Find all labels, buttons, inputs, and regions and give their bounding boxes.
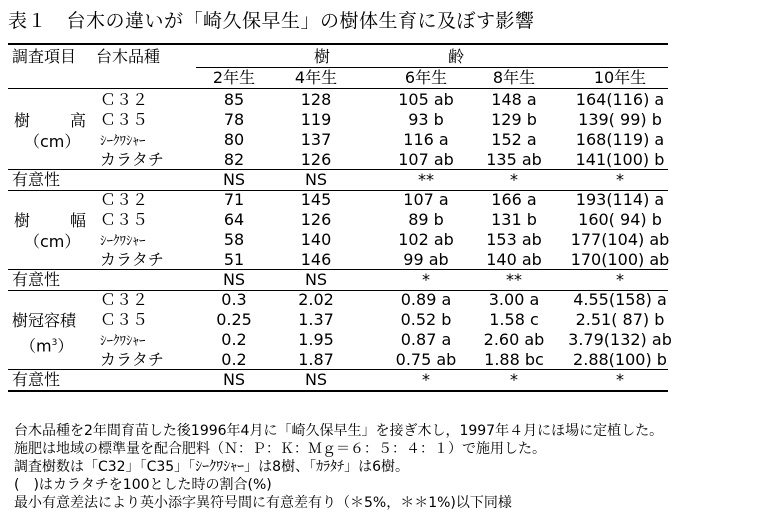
header-rootstock: 台木品種	[96, 47, 161, 66]
rootstock-name: Ｃ３５	[100, 110, 149, 129]
table-rule	[8, 390, 668, 392]
significance-value: **	[418, 170, 434, 189]
value-cell: 126	[300, 210, 332, 229]
significance-value: *	[422, 370, 430, 389]
value-cell: 0.2	[221, 330, 247, 349]
value-cell: 148 a	[491, 90, 537, 109]
rootstock-name: Ｃ３５	[100, 310, 149, 329]
value-cell: 1.87	[298, 350, 334, 369]
item-unit: （cm）	[24, 132, 81, 151]
value-cell: 3.79(132) ab	[568, 330, 672, 349]
value-cell: 0.3	[221, 290, 247, 309]
header-age-group-2: 齢	[447, 47, 465, 66]
note-line: 調査樹数は「C32」「C35」「ｼｰｸﾜｼｬｰ」は8樹、「ｶﾗﾀﾁ」は6樹。	[14, 459, 409, 475]
value-cell: 193(114) a	[575, 190, 665, 209]
significance-value: NS	[222, 170, 246, 189]
value-cell: 0.25	[216, 310, 252, 329]
rootstock-name: カラタチ	[100, 350, 164, 369]
rootstock-name: Ｃ３５	[100, 210, 149, 229]
rootstock-name: ｼｰｸﾜｼｬｰ	[100, 234, 146, 249]
item-unit: （cm）	[24, 232, 81, 251]
value-cell: 2.88(100) b	[573, 350, 667, 369]
rootstock-name: カラタチ	[100, 250, 164, 269]
item-name-part-1: 樹	[14, 111, 31, 130]
value-cell: 105 ab	[398, 90, 454, 109]
header-survey-item: 調査項目	[12, 47, 77, 66]
value-cell: 126	[300, 150, 332, 169]
value-cell: 131 b	[491, 210, 537, 229]
significance-value: *	[510, 170, 518, 189]
note-line: 台木品種を2年間育苗した後1996年4月に「崎久保早生」を接ぎ木し，1997年４月にほ場に定植した。	[14, 423, 664, 439]
value-cell: 0.87 a	[400, 330, 452, 349]
table-rule	[8, 169, 668, 170]
unit-close: ）	[57, 336, 74, 356]
significance-label: 有意性	[12, 270, 61, 289]
value-cell: 0.75 ab	[395, 350, 457, 369]
value-cell: 164(116) a	[575, 90, 665, 109]
value-cell: 2.51( 87) b	[575, 310, 665, 329]
table-title: 表１ 台木の違いが「崎久保早生」の樹体生育に及ぼす影響	[8, 10, 535, 32]
value-cell: 119	[300, 110, 332, 129]
item-name-part-2: 高	[70, 111, 87, 130]
value-cell: 160( 94) b	[578, 210, 662, 229]
significance-label: 有意性	[12, 170, 61, 189]
value-cell: 99 ab	[403, 250, 449, 269]
value-cell: 0.2	[221, 350, 247, 369]
value-cell: 0.89 a	[400, 290, 452, 309]
value-cell: 129 b	[491, 110, 537, 129]
value-cell: 146	[300, 250, 332, 269]
value-cell: 102 ab	[398, 230, 454, 249]
value-cell: 128	[300, 90, 332, 109]
value-cell: 3.00 a	[488, 290, 540, 309]
table-rule	[8, 88, 668, 89]
significance-value: *	[616, 170, 624, 189]
value-cell: 71	[223, 190, 245, 209]
note-line: 最小有意差法により英小添字異符号間に有意差有り（＊5%，＊＊1%)以下同様	[14, 495, 512, 511]
value-cell: 168(119) a	[575, 130, 665, 149]
significance-value: NS	[222, 270, 246, 289]
table-rule	[8, 43, 668, 45]
header-age-3: 6年生	[404, 68, 448, 87]
value-cell: 1.95	[298, 330, 334, 349]
item-name-part-2: 幅	[70, 211, 87, 230]
note-line: 施肥は地域の標準量を配合肥料（Ｎ：Ｐ：Ｋ：Ｍｇ＝６：５：４：１）で施用した。	[14, 441, 546, 457]
significance-value: *	[510, 370, 518, 389]
value-cell: 135 ab	[486, 150, 542, 169]
value-cell: 85	[223, 90, 245, 109]
value-cell: 82	[223, 150, 245, 169]
value-cell: 140	[300, 230, 332, 249]
significance-value: NS	[304, 370, 328, 389]
value-cell: 140 ab	[486, 250, 542, 269]
rootstock-name: Ｃ３２	[100, 290, 149, 309]
value-cell: 107 a	[403, 190, 449, 209]
item-unit	[20, 333, 73, 356]
value-cell: 166 a	[491, 190, 537, 209]
header-age-2: 4年生	[294, 68, 338, 87]
value-cell: 93 b	[408, 110, 444, 129]
significance-value: *	[616, 370, 624, 389]
header-age-5: 10年生	[593, 68, 647, 87]
value-cell: 78	[223, 110, 245, 129]
value-cell: 152 a	[491, 130, 537, 149]
value-cell: 177(104) ab	[570, 230, 670, 249]
value-cell: 170(100) ab	[570, 250, 670, 269]
rootstock-name: Ｃ３２	[100, 90, 149, 109]
value-cell: 137	[300, 130, 332, 149]
header-age-4: 8年生	[492, 68, 536, 87]
unit-superscript: 3	[51, 338, 58, 348]
value-cell: 107 ab	[398, 150, 454, 169]
value-cell: 1.58 c	[489, 310, 539, 329]
value-cell: 139( 99) b	[578, 110, 662, 129]
note-line: ( )はカラタチを100とした時の割合(%)	[14, 477, 272, 493]
rootstock-name: ｼｰｸﾜｼｬｰ	[100, 134, 146, 149]
item-name: 樹冠容積	[12, 311, 77, 330]
rootstock-name: カラタチ	[100, 150, 164, 169]
value-cell: 116 a	[403, 130, 449, 149]
value-cell: 1.37	[298, 310, 334, 329]
value-cell: 64	[223, 210, 245, 229]
value-cell: 4.55(158) a	[573, 290, 667, 309]
significance-value: NS	[222, 370, 246, 389]
rootstock-name: Ｃ３２	[100, 190, 149, 209]
significance-value: *	[422, 270, 430, 289]
value-cell: 153 ab	[486, 230, 542, 249]
value-cell: 51	[223, 250, 245, 269]
value-cell: 0.52 b	[400, 310, 452, 329]
header-age-1: 2年生	[212, 68, 256, 87]
significance-value: *	[616, 270, 624, 289]
value-cell: 1.88 bc	[484, 350, 544, 369]
significance-value: NS	[304, 270, 328, 289]
value-cell: 58	[223, 230, 245, 249]
header-age-group-1: 樹	[313, 47, 331, 66]
significance-value: NS	[304, 170, 328, 189]
table-rule	[8, 269, 668, 270]
value-cell: 2.02	[298, 290, 334, 309]
unit-text: （m	[20, 336, 52, 356]
significance-label: 有意性	[12, 370, 61, 389]
value-cell: 89 b	[408, 210, 444, 229]
item-name-part-1: 樹	[14, 211, 31, 230]
significance-value: **	[506, 270, 522, 289]
value-cell: 80	[223, 130, 245, 149]
rootstock-name: ｼｰｸﾜｼｬｰ	[100, 334, 146, 349]
table-rule	[8, 369, 668, 370]
value-cell: 2.60 ab	[483, 330, 545, 349]
value-cell: 141(100) b	[575, 150, 665, 169]
value-cell: 145	[300, 190, 332, 209]
